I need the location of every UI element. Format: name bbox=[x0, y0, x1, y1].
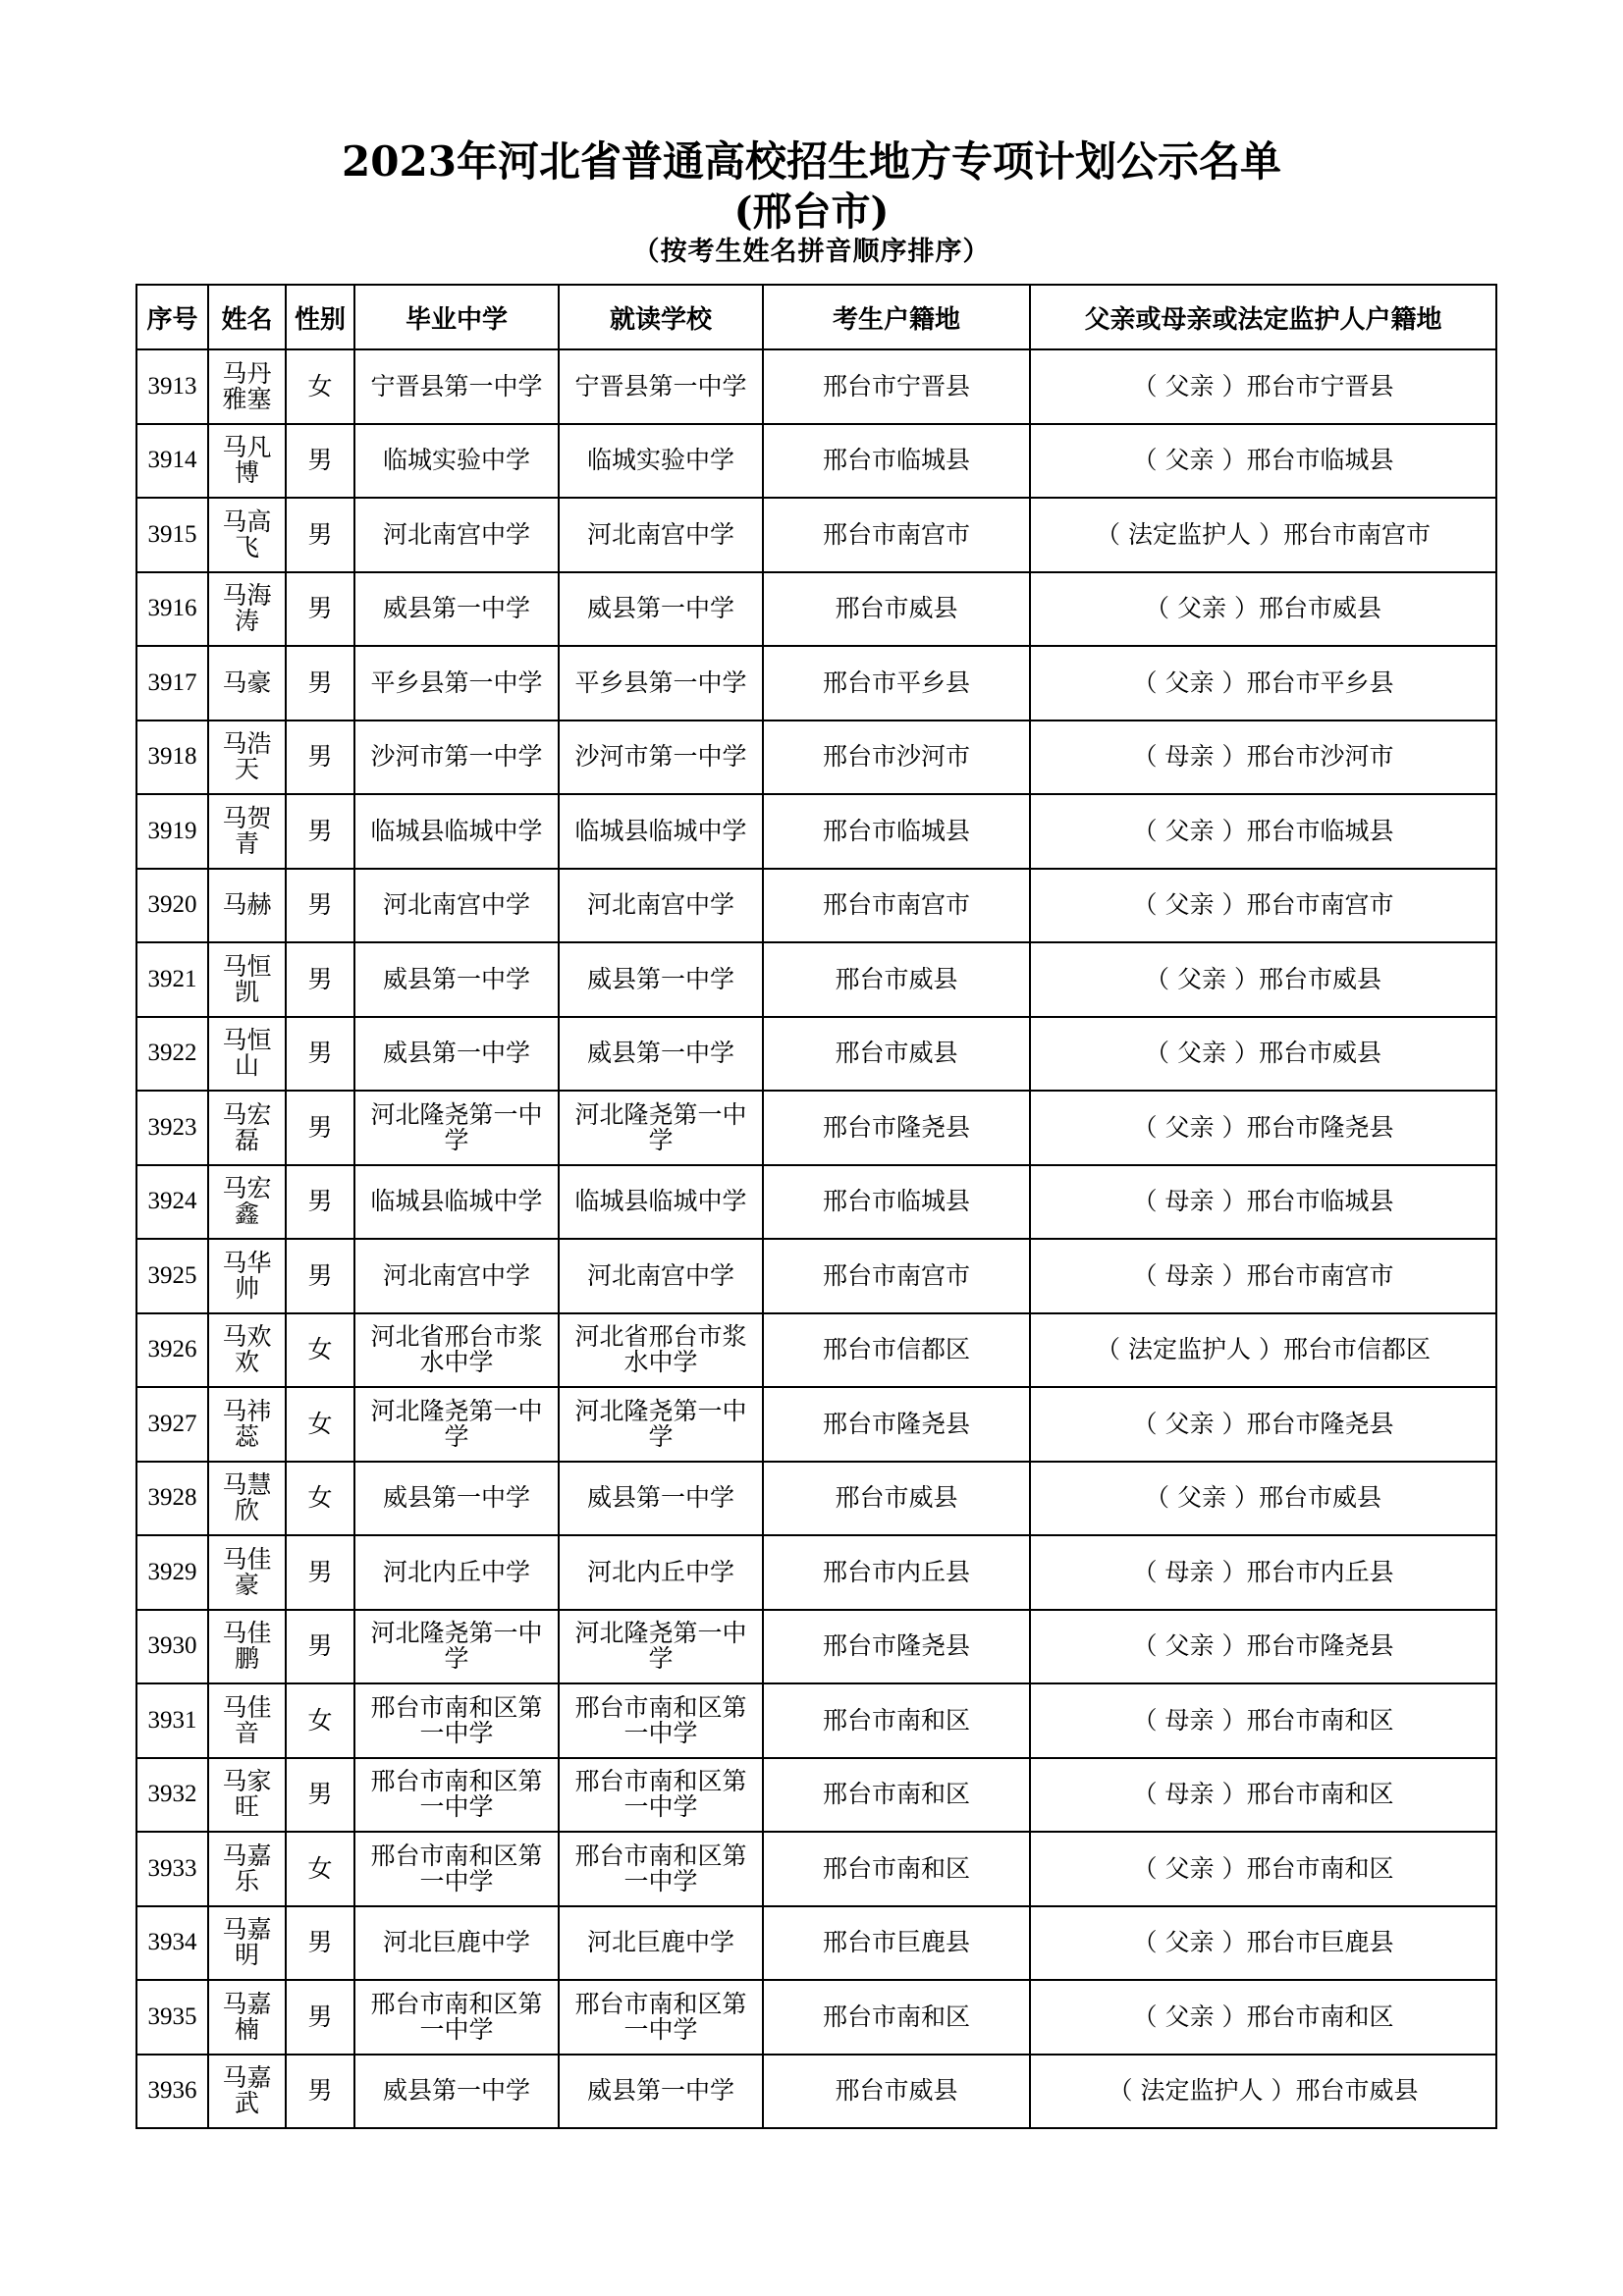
cell-graduation-school: 河北南宫中学 bbox=[354, 869, 559, 943]
cell-gender: 男 bbox=[286, 572, 354, 647]
cell-index: 3917 bbox=[136, 646, 208, 721]
table-row bbox=[136, 1980, 1496, 2055]
header-index: 序号 bbox=[136, 285, 208, 349]
cell-graduation-school: 临城县临城中学 bbox=[354, 1165, 559, 1240]
table-row bbox=[136, 498, 1496, 572]
cell-guardian-hukou: （ 父亲 ）邢台市隆尧县 bbox=[1030, 1387, 1496, 1462]
table-row bbox=[136, 1462, 1496, 1536]
cell-index: 3935 bbox=[136, 1980, 208, 2055]
cell-guardian-hukou: （ 父亲 ）邢台市南和区 bbox=[1030, 1980, 1496, 2055]
cell-current-school: 河北南宫中学 bbox=[559, 498, 763, 572]
cell-index: 3925 bbox=[136, 1239, 208, 1313]
table-body bbox=[136, 349, 1496, 2128]
cell-guardian-hukou: （ 父亲 ）邢台市隆尧县 bbox=[1030, 1610, 1496, 1684]
cell-current-school: 河北内丘中学 bbox=[559, 1535, 763, 1610]
cell-name: 马嘉武 bbox=[208, 2055, 286, 2129]
cell-graduation-school: 河北巨鹿中学 bbox=[354, 1906, 559, 1981]
cell-student-hukou: 邢台市南和区 bbox=[763, 1683, 1030, 1758]
cell-index: 3920 bbox=[136, 869, 208, 943]
cell-name: 马华帅 bbox=[208, 1239, 286, 1313]
cell-index: 3930 bbox=[136, 1610, 208, 1684]
cell-index: 3923 bbox=[136, 1091, 208, 1165]
cell-graduation-school: 河北南宫中学 bbox=[354, 1239, 559, 1313]
cell-guardian-hukou: （ 父亲 ）邢台市南宫市 bbox=[1030, 869, 1496, 943]
table-row bbox=[136, 1313, 1496, 1388]
cell-name: 马佳豪 bbox=[208, 1535, 286, 1610]
cell-gender: 男 bbox=[286, 1165, 354, 1240]
cell-student-hukou: 邢台市隆尧县 bbox=[763, 1387, 1030, 1462]
cell-gender: 男 bbox=[286, 794, 354, 869]
cell-gender: 男 bbox=[286, 1535, 354, 1610]
cell-guardian-hukou: （ 母亲 ）邢台市南和区 bbox=[1030, 1758, 1496, 1833]
cell-index: 3936 bbox=[136, 2055, 208, 2129]
table-row bbox=[136, 646, 1496, 721]
header-graduation-school: 毕业中学 bbox=[354, 285, 559, 349]
cell-guardian-hukou: （ 法定监护人 ）邢台市威县 bbox=[1030, 2055, 1496, 2129]
cell-graduation-school: 河北隆尧第一中学 bbox=[354, 1091, 559, 1165]
page-title: 2023年河北省普通高校招生地方专项计划公示名单 bbox=[342, 137, 1281, 186]
cell-graduation-school: 平乡县第一中学 bbox=[354, 646, 559, 721]
cell-graduation-school: 邢台市南和区第一中学 bbox=[354, 1758, 559, 1833]
cell-gender: 男 bbox=[286, 424, 354, 499]
table-row bbox=[136, 1535, 1496, 1610]
cell-current-school: 河北南宫中学 bbox=[559, 869, 763, 943]
cell-guardian-hukou: （ 父亲 ）邢台市平乡县 bbox=[1030, 646, 1496, 721]
cell-guardian-hukou: （ 父亲 ）邢台市威县 bbox=[1030, 572, 1496, 647]
table-row bbox=[136, 349, 1496, 424]
cell-graduation-school: 临城县临城中学 bbox=[354, 794, 559, 869]
cell-guardian-hukou: （ 母亲 ）邢台市内丘县 bbox=[1030, 1535, 1496, 1610]
cell-current-school: 临城县临城中学 bbox=[559, 794, 763, 869]
cell-gender: 女 bbox=[286, 349, 354, 424]
cell-name: 马凡博 bbox=[208, 424, 286, 499]
cell-student-hukou: 邢台市临城县 bbox=[763, 1165, 1030, 1240]
cell-student-hukou: 邢台市宁晋县 bbox=[763, 349, 1030, 424]
cell-name: 马恒山 bbox=[208, 1017, 286, 1092]
cell-name: 马恒凯 bbox=[208, 942, 286, 1017]
cell-current-school: 河北巨鹿中学 bbox=[559, 1906, 763, 1981]
cell-gender: 女 bbox=[286, 1387, 354, 1462]
cell-graduation-school: 临城实验中学 bbox=[354, 424, 559, 499]
cell-index: 3927 bbox=[136, 1387, 208, 1462]
table-row bbox=[136, 1091, 1496, 1165]
cell-graduation-school: 河北隆尧第一中学 bbox=[354, 1387, 559, 1462]
cell-name: 马嘉楠 bbox=[208, 1980, 286, 2055]
cell-current-school: 威县第一中学 bbox=[559, 942, 763, 1017]
cell-guardian-hukou: （ 父亲 ）邢台市威县 bbox=[1030, 1017, 1496, 1092]
cell-student-hukou: 邢台市南宫市 bbox=[763, 1239, 1030, 1313]
cell-guardian-hukou: （ 父亲 ）邢台市威县 bbox=[1030, 1462, 1496, 1536]
cell-gender: 男 bbox=[286, 646, 354, 721]
cell-gender: 男 bbox=[286, 1091, 354, 1165]
cell-current-school: 邢台市南和区第一中学 bbox=[559, 1683, 763, 1758]
cell-graduation-school: 宁晋县第一中学 bbox=[354, 349, 559, 424]
cell-guardian-hukou: （ 母亲 ）邢台市南宫市 bbox=[1030, 1239, 1496, 1313]
cell-gender: 男 bbox=[286, 1980, 354, 2055]
table-row bbox=[136, 1017, 1496, 1092]
cell-student-hukou: 邢台市信都区 bbox=[763, 1313, 1030, 1388]
cell-gender: 女 bbox=[286, 1313, 354, 1388]
cell-student-hukou: 邢台市巨鹿县 bbox=[763, 1906, 1030, 1981]
cell-graduation-school: 河北内丘中学 bbox=[354, 1535, 559, 1610]
cell-student-hukou: 邢台市威县 bbox=[763, 1462, 1030, 1536]
table-row bbox=[136, 2055, 1496, 2129]
cell-name: 马佳音 bbox=[208, 1683, 286, 1758]
cell-guardian-hukou: （ 母亲 ）邢台市沙河市 bbox=[1030, 721, 1496, 795]
cell-student-hukou: 邢台市内丘县 bbox=[763, 1535, 1030, 1610]
cell-index: 3924 bbox=[136, 1165, 208, 1240]
table-row bbox=[136, 942, 1496, 1017]
cell-student-hukou: 邢台市南和区 bbox=[763, 1980, 1030, 2055]
cell-index: 3932 bbox=[136, 1758, 208, 1833]
cell-current-school: 临城实验中学 bbox=[559, 424, 763, 499]
cell-index: 3933 bbox=[136, 1832, 208, 1906]
cell-gender: 男 bbox=[286, 869, 354, 943]
header-student-hukou: 考生户籍地 bbox=[763, 285, 1030, 349]
cell-graduation-school: 邢台市南和区第一中学 bbox=[354, 1683, 559, 1758]
cell-name: 马慧欣 bbox=[208, 1462, 286, 1536]
cell-gender: 女 bbox=[286, 1683, 354, 1758]
table-row bbox=[136, 794, 1496, 869]
cell-name: 马贺青 bbox=[208, 794, 286, 869]
cell-current-school: 河北隆尧第一中学 bbox=[559, 1387, 763, 1462]
cell-gender: 男 bbox=[286, 2055, 354, 2129]
cell-current-school: 河北南宫中学 bbox=[559, 1239, 763, 1313]
page-subtitle: (邢台市) bbox=[733, 188, 890, 235]
header-guardian-hukou: 父亲或母亲或法定监护人户籍地 bbox=[1030, 285, 1496, 349]
cell-current-school: 威县第一中学 bbox=[559, 1462, 763, 1536]
cell-name: 马嘉乐 bbox=[208, 1832, 286, 1906]
cell-current-school: 邢台市南和区第一中学 bbox=[559, 1758, 763, 1833]
cell-name: 马豪 bbox=[208, 646, 286, 721]
cell-graduation-school: 邢台市南和区第一中学 bbox=[354, 1832, 559, 1906]
cell-name: 马佳鹏 bbox=[208, 1610, 286, 1684]
cell-current-school: 沙河市第一中学 bbox=[559, 721, 763, 795]
cell-graduation-school: 威县第一中学 bbox=[354, 572, 559, 647]
cell-index: 3928 bbox=[136, 1462, 208, 1536]
cell-current-school: 邢台市南和区第一中学 bbox=[559, 1980, 763, 2055]
cell-index: 3916 bbox=[136, 572, 208, 647]
cell-guardian-hukou: （ 父亲 ）邢台市隆尧县 bbox=[1030, 1091, 1496, 1165]
cell-gender: 男 bbox=[286, 942, 354, 1017]
table-row bbox=[136, 869, 1496, 943]
cell-name: 马赫 bbox=[208, 869, 286, 943]
cell-student-hukou: 邢台市南宫市 bbox=[763, 869, 1030, 943]
sort-note: （按考生姓名拼音顺序排序） bbox=[632, 237, 991, 267]
cell-student-hukou: 邢台市平乡县 bbox=[763, 646, 1030, 721]
cell-student-hukou: 邢台市隆尧县 bbox=[763, 1610, 1030, 1684]
cell-current-school: 河北隆尧第一中学 bbox=[559, 1610, 763, 1684]
cell-guardian-hukou: （ 父亲 ）邢台市南和区 bbox=[1030, 1832, 1496, 1906]
cell-gender: 男 bbox=[286, 1906, 354, 1981]
cell-gender: 男 bbox=[286, 721, 354, 795]
table-row bbox=[136, 1906, 1496, 1981]
cell-name: 马宏鑫 bbox=[208, 1165, 286, 1240]
cell-student-hukou: 邢台市南和区 bbox=[763, 1758, 1030, 1833]
cell-current-school: 河北隆尧第一中学 bbox=[559, 1091, 763, 1165]
table-row bbox=[136, 1832, 1496, 1906]
table-row bbox=[136, 1239, 1496, 1313]
cell-graduation-school: 威县第一中学 bbox=[354, 1017, 559, 1092]
cell-graduation-school: 河北南宫中学 bbox=[354, 498, 559, 572]
cell-name: 马祎蕊 bbox=[208, 1387, 286, 1462]
cell-student-hukou: 邢台市临城县 bbox=[763, 424, 1030, 499]
cell-guardian-hukou: （ 父亲 ）邢台市威县 bbox=[1030, 942, 1496, 1017]
cell-graduation-school: 邢台市南和区第一中学 bbox=[354, 1980, 559, 2055]
table-row bbox=[136, 1387, 1496, 1462]
cell-index: 3929 bbox=[136, 1535, 208, 1610]
cell-current-school: 平乡县第一中学 bbox=[559, 646, 763, 721]
cell-index: 3913 bbox=[136, 349, 208, 424]
table-row bbox=[136, 1165, 1496, 1240]
cell-guardian-hukou: （ 母亲 ）邢台市南和区 bbox=[1030, 1683, 1496, 1758]
cell-current-school: 河北省邢台市浆水中学 bbox=[559, 1313, 763, 1388]
table-header-row bbox=[136, 285, 1496, 349]
cell-guardian-hukou: （ 父亲 ）邢台市巨鹿县 bbox=[1030, 1906, 1496, 1981]
header-name: 姓名 bbox=[208, 285, 286, 349]
cell-index: 3921 bbox=[136, 942, 208, 1017]
cell-graduation-school: 威县第一中学 bbox=[354, 942, 559, 1017]
table-row bbox=[136, 1683, 1496, 1758]
cell-student-hukou: 邢台市威县 bbox=[763, 572, 1030, 647]
table-row bbox=[136, 1610, 1496, 1684]
cell-student-hukou: 邢台市威县 bbox=[763, 2055, 1030, 2129]
cell-current-school: 威县第一中学 bbox=[559, 1017, 763, 1092]
cell-graduation-school: 河北省邢台市浆水中学 bbox=[354, 1313, 559, 1388]
table-row bbox=[136, 424, 1496, 499]
cell-index: 3926 bbox=[136, 1313, 208, 1388]
cell-student-hukou: 邢台市威县 bbox=[763, 1017, 1030, 1092]
cell-current-school: 威县第一中学 bbox=[559, 572, 763, 647]
cell-name: 马家旺 bbox=[208, 1758, 286, 1833]
cell-index: 3915 bbox=[136, 498, 208, 572]
cell-index: 3914 bbox=[136, 424, 208, 499]
cell-student-hukou: 邢台市隆尧县 bbox=[763, 1091, 1030, 1165]
cell-graduation-school: 河北隆尧第一中学 bbox=[354, 1610, 559, 1684]
cell-student-hukou: 邢台市沙河市 bbox=[763, 721, 1030, 795]
cell-student-hukou: 邢台市临城县 bbox=[763, 794, 1030, 869]
cell-student-hukou: 邢台市南和区 bbox=[763, 1832, 1030, 1906]
cell-gender: 男 bbox=[286, 1610, 354, 1684]
cell-gender: 女 bbox=[286, 1832, 354, 1906]
cell-current-school: 临城县临城中学 bbox=[559, 1165, 763, 1240]
header-gender: 性别 bbox=[286, 285, 354, 349]
cell-index: 3918 bbox=[136, 721, 208, 795]
table-row bbox=[136, 572, 1496, 647]
cell-gender: 男 bbox=[286, 498, 354, 572]
cell-gender: 男 bbox=[286, 1017, 354, 1092]
cell-graduation-school: 威县第一中学 bbox=[354, 2055, 559, 2129]
cell-name: 马欢欢 bbox=[208, 1313, 286, 1388]
cell-index: 3931 bbox=[136, 1683, 208, 1758]
cell-name: 马海涛 bbox=[208, 572, 286, 647]
cell-student-hukou: 邢台市南宫市 bbox=[763, 498, 1030, 572]
cell-current-school: 威县第一中学 bbox=[559, 2055, 763, 2129]
admission-list-table bbox=[135, 284, 1497, 2129]
table-row bbox=[136, 1758, 1496, 1833]
cell-index: 3919 bbox=[136, 794, 208, 869]
cell-guardian-hukou: （ 母亲 ）邢台市临城县 bbox=[1030, 1165, 1496, 1240]
cell-guardian-hukou: （ 父亲 ）邢台市临城县 bbox=[1030, 794, 1496, 869]
cell-name: 马浩天 bbox=[208, 721, 286, 795]
cell-graduation-school: 威县第一中学 bbox=[354, 1462, 559, 1536]
cell-student-hukou: 邢台市威县 bbox=[763, 942, 1030, 1017]
cell-guardian-hukou: （ 法定监护人 ）邢台市南宫市 bbox=[1030, 498, 1496, 572]
cell-current-school: 宁晋县第一中学 bbox=[559, 349, 763, 424]
table-row bbox=[136, 721, 1496, 795]
cell-name: 马高飞 bbox=[208, 498, 286, 572]
cell-guardian-hukou: （ 父亲 ）邢台市临城县 bbox=[1030, 424, 1496, 499]
cell-guardian-hukou: （ 父亲 ）邢台市宁晋县 bbox=[1030, 349, 1496, 424]
cell-gender: 男 bbox=[286, 1239, 354, 1313]
cell-name: 马宏磊 bbox=[208, 1091, 286, 1165]
cell-name: 马嘉明 bbox=[208, 1906, 286, 1981]
cell-current-school: 邢台市南和区第一中学 bbox=[559, 1832, 763, 1906]
cell-gender: 男 bbox=[286, 1758, 354, 1833]
cell-graduation-school: 沙河市第一中学 bbox=[354, 721, 559, 795]
header-current-school: 就读学校 bbox=[559, 285, 763, 349]
cell-guardian-hukou: （ 法定监护人 ）邢台市信都区 bbox=[1030, 1313, 1496, 1388]
cell-gender: 女 bbox=[286, 1462, 354, 1536]
cell-index: 3922 bbox=[136, 1017, 208, 1092]
cell-index: 3934 bbox=[136, 1906, 208, 1981]
cell-name: 马丹雅塞 bbox=[208, 349, 286, 424]
